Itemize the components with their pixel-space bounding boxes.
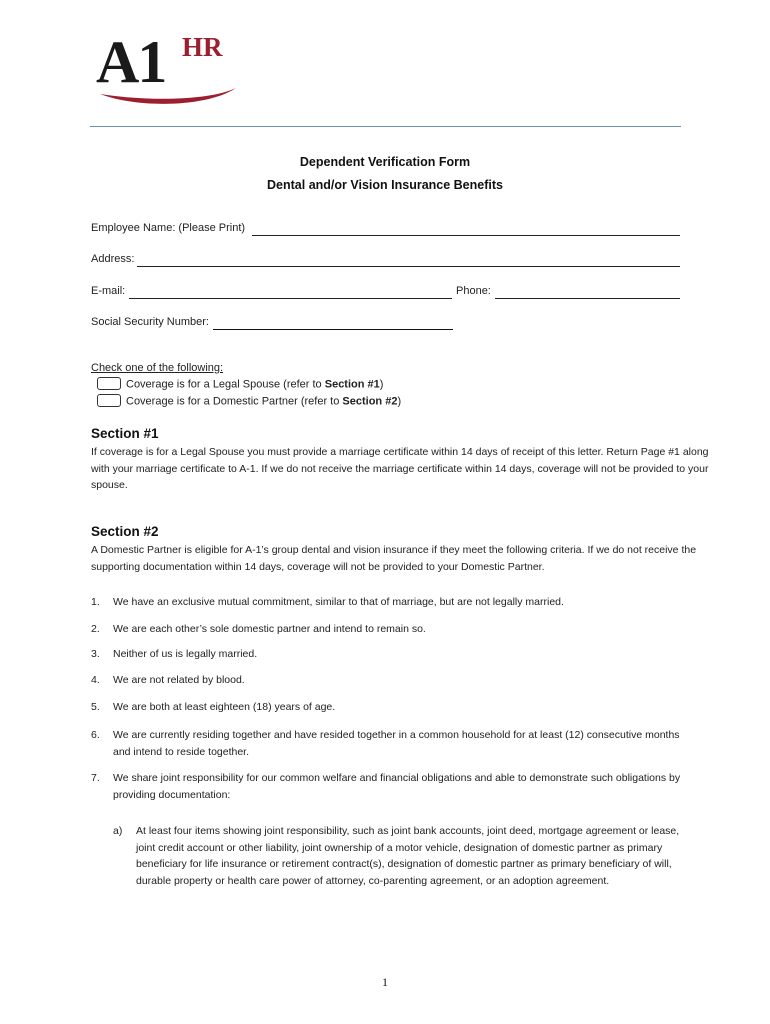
list-number: 2. [91, 623, 100, 635]
list-number: 7. [91, 772, 100, 784]
list-number: 5. [91, 701, 100, 713]
check-heading: Check one of the following: [91, 362, 224, 374]
section2-body: A Domestic Partner is eligible for A-1’s group dental and vision insurance if they meet the following criteria. If we do not receive the supporting documentation within 14 days, coverage will not be provided to your Domestic Partner. [91, 544, 697, 573]
form-subtitle: Dental and/or Vision Insurance Benefits [267, 178, 503, 192]
list-text: Neither of us is legally married. [113, 648, 258, 660]
form-title: Dependent Verification Form [299, 155, 471, 169]
email-field[interactable] [129, 298, 452, 299]
company-logo [96, 30, 246, 105]
header-rule [90, 126, 681, 127]
employee-name-field[interactable] [252, 235, 680, 236]
list-text: We are not related by blood. [113, 674, 245, 686]
section1-body: If coverage is for a Legal Spouse you must provide a marriage certificate within 14 days of receipt of this letter. Return Page #1 along with your marriage certificate to A-1. If we do not receive the marriage certificate within 14 days, coverage will not be provided to your spouse. [91, 446, 709, 491]
list-number: 3. [91, 648, 100, 660]
option-section-ref: Section #2 [342, 395, 398, 408]
list-text: We are each other’s sole domestic partner and intend to remain so. [113, 623, 426, 635]
employee-name-label: Employee Name: (Please Print) [91, 222, 246, 234]
logo-superscript: HR [182, 32, 223, 62]
ssn-field[interactable] [213, 329, 453, 330]
address-label: Address: [91, 253, 135, 265]
list-text: We have an exclusive mutual commitment, similar to that of marriage, but are not legally married. [113, 596, 564, 608]
section2-heading: Section #2 [91, 524, 159, 539]
logo-text: A1 [96, 29, 166, 95]
email-label: E-mail: [91, 285, 126, 297]
list-number: 4. [91, 674, 100, 686]
legal-spouse-checkbox[interactable] [97, 377, 121, 390]
sub-list-text: At least four items showing joint responsibility, such as joint bank accounts, joint deed, mortgage agreement or lease, joint credit account or other liability, joint ownership of a motor vehicle, designation of domestic partner as primary beneficiary for life insurance or retirement contract(s), designation of domestic partner as primary beneficiary of will, durable property or health care power of attorney, co-parenting agreement, or an adoption agreement. [136, 825, 680, 887]
page-number: 1 [382, 975, 388, 989]
option-legal-spouse[interactable] [97, 378, 383, 391]
list-number: 1. [91, 596, 100, 608]
phone-label: Phone: [456, 285, 491, 297]
domestic-partner-checkbox[interactable] [97, 394, 121, 407]
list-text: We are both at least eighteen (18) years of age. [113, 701, 336, 713]
option-domestic-partner[interactable] [97, 395, 401, 408]
ssn-label: Social Security Number: [91, 316, 209, 328]
section1-heading: Section #1 [91, 426, 159, 441]
list-text: We share joint responsibility for our common welfare and financial obligations and able to demonstrate such obligations by providing documentation: [113, 772, 681, 801]
sub-list-letter: a) [113, 825, 123, 837]
option-label: Coverage is for a Legal Spouse (refer to [126, 378, 325, 391]
list-text: We are currently residing together and have resided together in a common household for at least (12) consecutive months and intend to reside together. [113, 729, 680, 758]
list-number: 6. [91, 729, 100, 741]
option-label-end: ) [397, 395, 402, 408]
address-field[interactable] [137, 266, 680, 267]
option-section-ref: Section #1 [324, 378, 380, 391]
option-label: Coverage is for a Domestic Partner (refer to [126, 395, 343, 408]
phone-field[interactable] [495, 298, 680, 299]
option-label-end: ) [379, 378, 384, 391]
